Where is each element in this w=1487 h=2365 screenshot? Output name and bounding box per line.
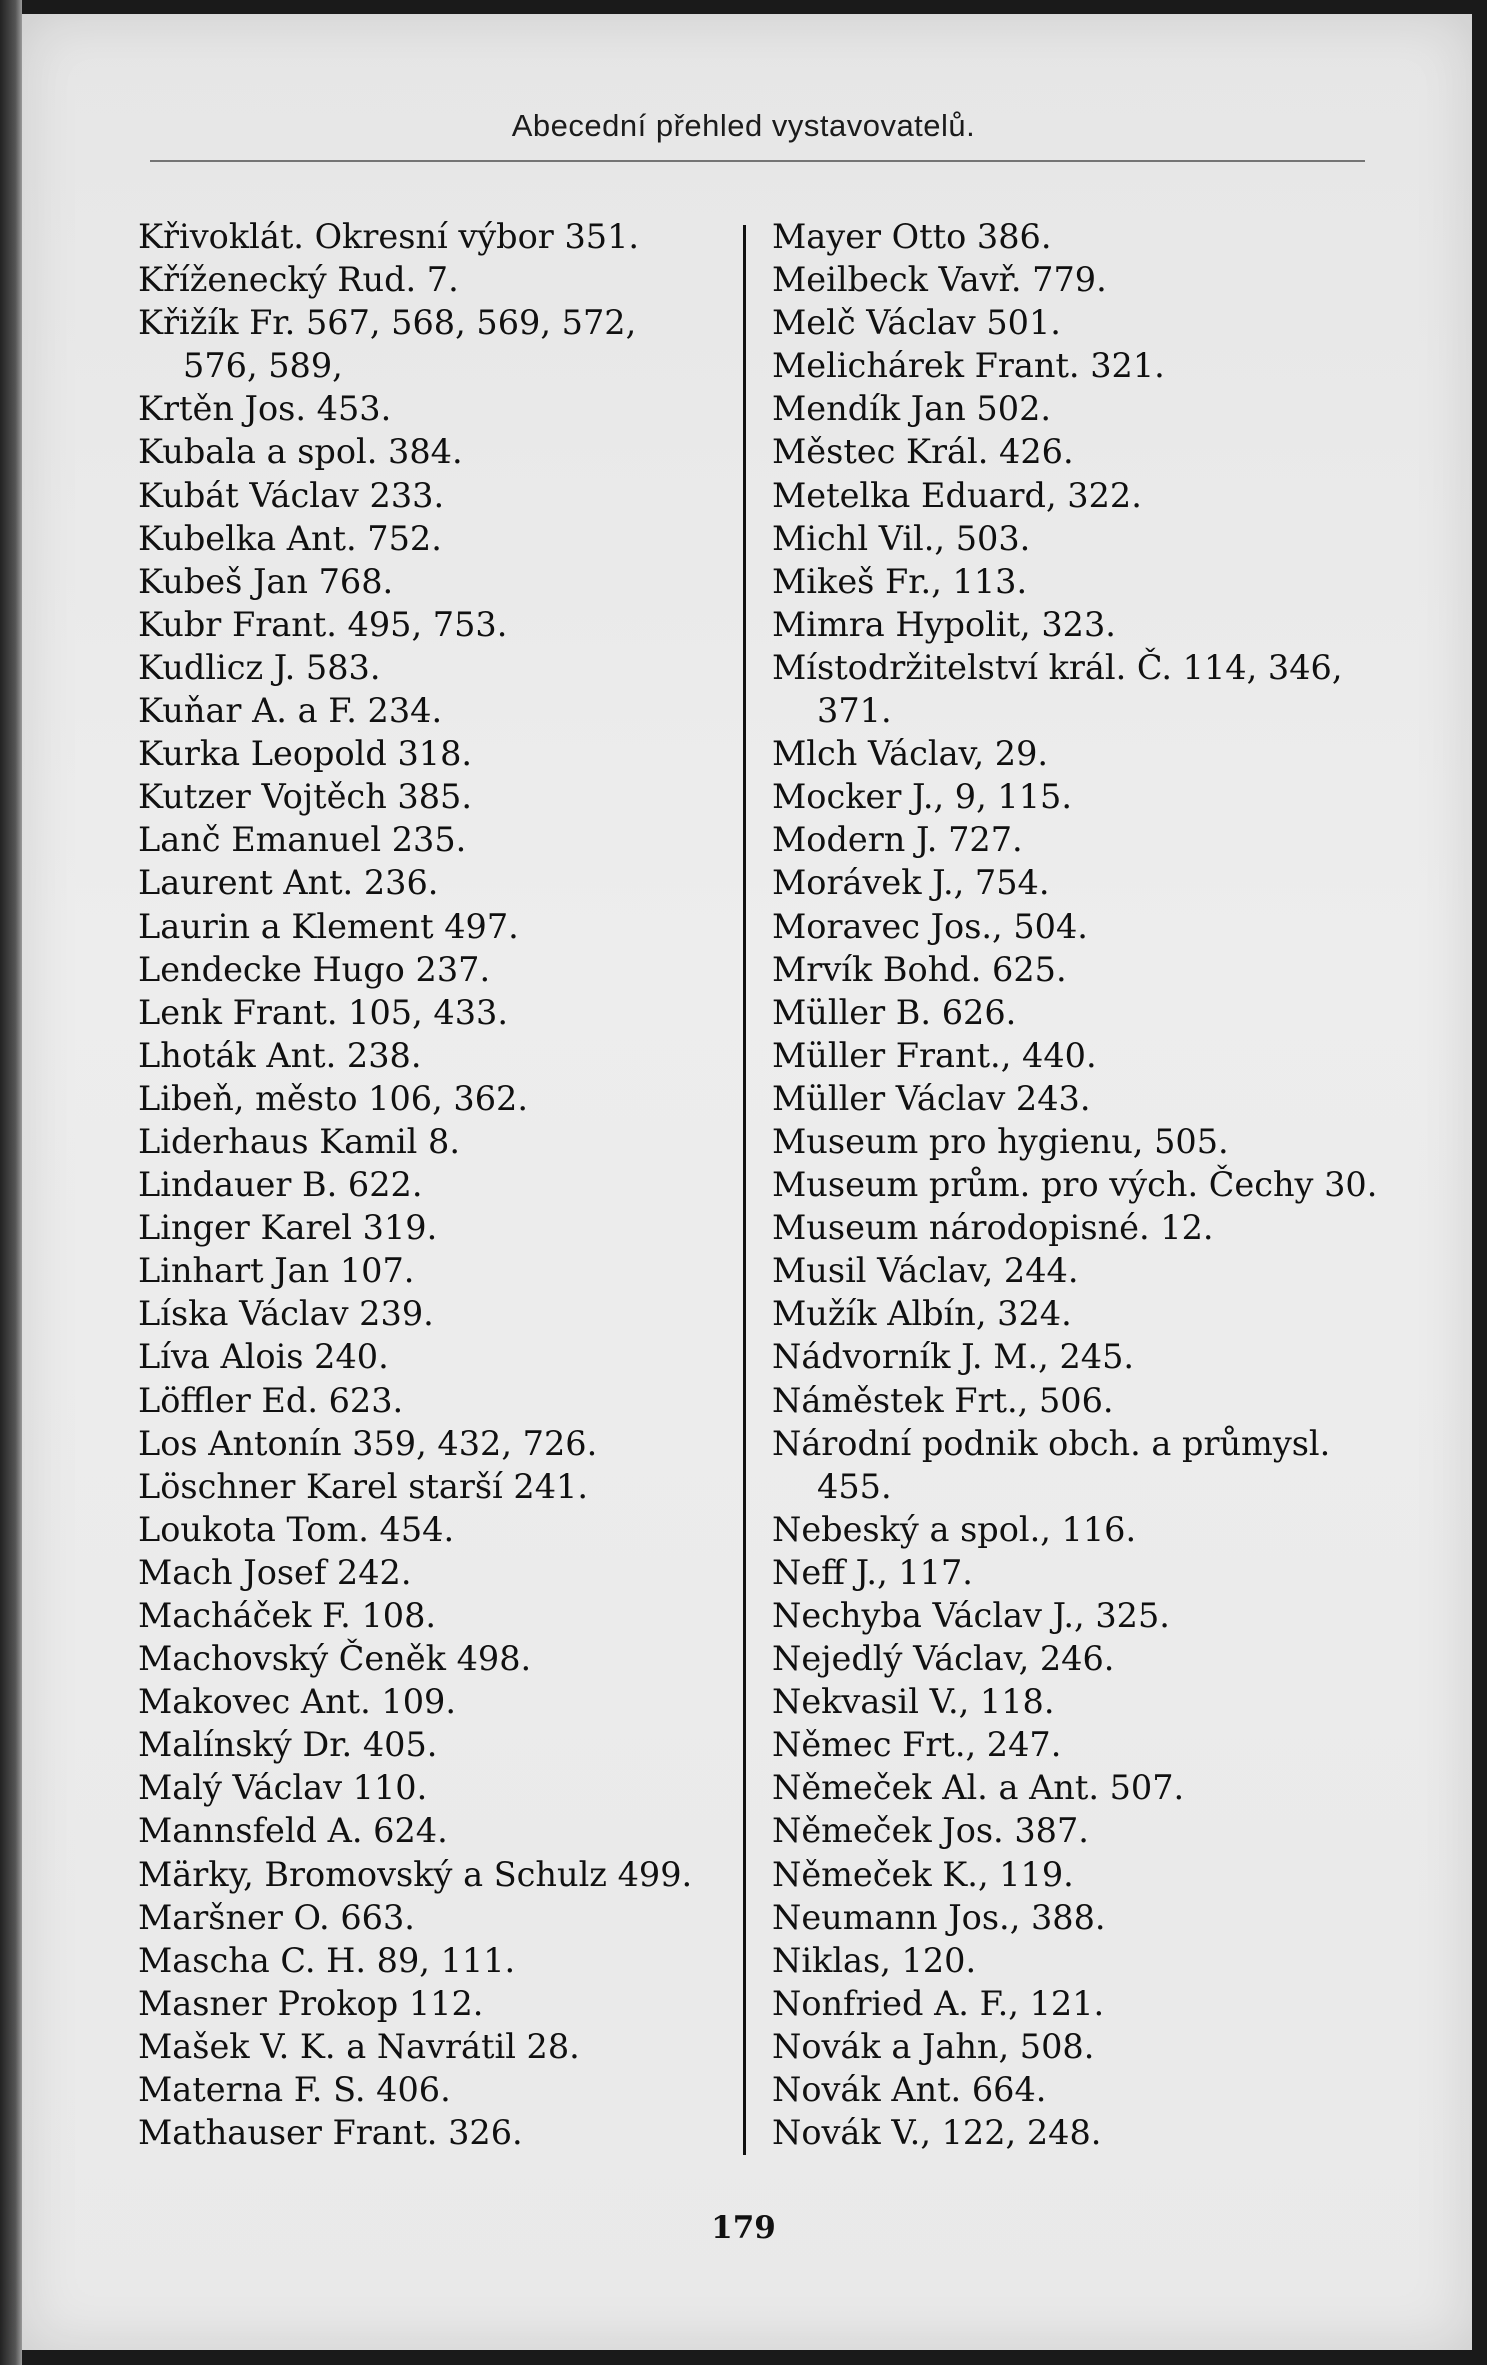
index-entry: Novák V., 122, 248. (772, 2113, 1102, 2153)
index-entry: Los Antonín 359, 432, 726. (138, 1423, 598, 1463)
index-entry: Linhart Jan 107. (138, 1251, 415, 1291)
index-entry: Modern J. 727. (772, 820, 1023, 860)
index-entry: Loukota Tom. 454. (138, 1509, 455, 1549)
index-entry: Märky, Bromovský a Schulz 499. (138, 1854, 693, 1894)
index-entry: Museum prům. pro vých. Čechy 30. (772, 1165, 1378, 1205)
index-entry: Líska Václav 239. (138, 1294, 434, 1334)
index-entry: Melichárek Frant. 321. (772, 346, 1165, 386)
index-entry: Nádvorník J. M., 245. (772, 1337, 1135, 1377)
index-entry: Mrvík Bohd. 625. (772, 949, 1067, 989)
index-entry: Mužík Albín, 324. (772, 1294, 1072, 1334)
index-entry: Laurent Ant. 236. (138, 863, 439, 903)
index-entry: Moravec Jos., 504. (772, 906, 1088, 946)
index-entry: Němeček Al. a Ant. 507. (772, 1768, 1185, 1808)
index-entry: Kubeš Jan 768. (138, 561, 394, 601)
index-entry: Němeček Jos. 387. (772, 1811, 1089, 1851)
scan-binding-shadow (0, 0, 22, 2365)
header-rule (150, 160, 1365, 162)
index-entry: Křižík Fr. 567, 568, 569, 572, (138, 303, 637, 343)
index-entry: Nebeský a spol., 116. (772, 1509, 1137, 1549)
index-entry: Mašek V. K. a Navrátil 28. (138, 2026, 580, 2066)
index-entry: Nejedlý Václav, 246. (772, 1639, 1115, 1679)
index-entry: Nonfried A. F., 121. (772, 1983, 1105, 2023)
index-entry: Linger Karel 319. (138, 1208, 438, 1248)
index-entry: Křivoklát. Okresní výbor 351. (138, 217, 640, 256)
left-column (138, 215, 738, 2154)
index-entry: Němec Frt., 247. (772, 1725, 1062, 1765)
index-entry: Lindauer B. 622. (138, 1165, 423, 1205)
index-entry: Museum národopisné. 12. (772, 1208, 1214, 1248)
index-entry: Kubát Václav 233. (138, 475, 445, 515)
index-entry: Mikeš Fr., 113. (772, 561, 1028, 601)
index-entry-continuation: 455. (817, 1466, 892, 1506)
index-entry: Müller B. 626. (772, 992, 1017, 1032)
index-entry: Kutzer Vojtěch 385. (138, 777, 473, 817)
index-entry: Macháček F. 108. (138, 1596, 437, 1635)
index-entry: Mimra Hypolit, 323. (772, 604, 1116, 644)
index-entry: Nekvasil V., 118. (772, 1682, 1055, 1722)
index-entry: Liderhaus Kamil 8. (138, 1121, 461, 1161)
index-entry: Kříženecký Rud. 7. (138, 260, 459, 300)
index-entry: Niklas, 120. (772, 1940, 977, 1980)
index-entry: Müller Václav 243. (772, 1078, 1091, 1118)
index-entry: Malý Václav 110. (138, 1768, 428, 1808)
index-entry: Mascha C. H. 89, 111. (138, 1940, 516, 1980)
index-entry: Mendík Jan 502. (772, 389, 1052, 429)
index-entry: Müller Frant., 440. (772, 1035, 1097, 1075)
index-entry: Metelka Eduard, 322. (772, 475, 1142, 515)
index-entry: Lhoták Ant. 238. (138, 1035, 422, 1075)
index-entry: Lenk Frant. 105, 433. (138, 992, 508, 1032)
index-entry: Mannsfeld A. 624. (138, 1811, 448, 1851)
index-entry: Makovec Ant. 109. (138, 1682, 457, 1722)
index-entry: Kubala a spol. 384. (138, 432, 463, 472)
index-entry: Němeček K., 119. (772, 1854, 1074, 1894)
index-entry: Masner Prokop 112. (138, 1983, 484, 2023)
index-entry: Náměstek Frt., 506. (772, 1380, 1114, 1420)
index-entry: Kuňar A. a F. 234. (138, 691, 443, 731)
index-entry: Městec Král. 426. (772, 432, 1074, 472)
index-entry: Morávek J., 754. (772, 863, 1050, 903)
index-entry: Löffler Ed. 623. (138, 1380, 404, 1420)
index-entry: Nechyba Václav J., 325. (772, 1596, 1170, 1635)
index-entry: Machovský Čeněk 498. (138, 1639, 532, 1679)
index-entry: Löschner Karel starší 241. (138, 1466, 588, 1506)
index-entry: Kubr Frant. 495, 753. (138, 604, 508, 644)
index-entry: Místodržitelství král. Č. 114, 346, (772, 647, 1343, 687)
index-entry: Mayer Otto 386. (772, 217, 1052, 256)
index-entry: Materna F. S. 406. (138, 2070, 451, 2110)
index-entry: Laurin a Klement 497. (138, 906, 519, 946)
index-entry: Líva Alois 240. (138, 1337, 389, 1377)
column-divider (743, 225, 746, 2155)
running-header: Abecední přehled vystavovatelů. (511, 108, 976, 143)
index-entry: Kurka Leopold 318. (138, 734, 473, 774)
page-number: 179 (711, 2210, 776, 2246)
index-entry-continuation: 576, 589, (183, 346, 343, 386)
index-entry: Lendecke Hugo 237. (138, 949, 491, 989)
index-entry: Meilbeck Vavř. 779. (772, 260, 1107, 300)
index-entry: Národní podnik obch. a průmysl. (772, 1423, 1331, 1463)
index-entry: Mocker J., 9, 115. (772, 777, 1072, 817)
index-entry: Lanč Emanuel 235. (138, 820, 467, 860)
index-entry-continuation: 371. (817, 691, 892, 731)
index-entry: Mathauser Frant. 326. (138, 2113, 523, 2153)
index-entry: Kudlicz J. 583. (138, 647, 381, 687)
index-entry: Malínský Dr. 405. (138, 1725, 438, 1765)
index-entry: Melč Václav 501. (772, 303, 1061, 343)
index-entry: Mach Josef 242. (138, 1552, 412, 1592)
index-entry: Mlch Václav, 29. (772, 734, 1049, 774)
index-entry: Novák Ant. 664. (772, 2070, 1047, 2110)
index-entry: Novák a Jahn, 508. (772, 2026, 1095, 2066)
index-entry: Maršner O. 663. (138, 1897, 415, 1937)
index-entry: Museum pro hygienu, 505. (772, 1121, 1229, 1161)
index-entry: Krtěn Jos. 453. (138, 389, 392, 429)
right-column (772, 215, 1378, 2154)
index-entry: Michl Vil., 503. (772, 518, 1031, 558)
index-entry: Neff J., 117. (772, 1552, 973, 1592)
index-entry: Neumann Jos., 388. (772, 1897, 1106, 1937)
index-entry: Libeň, město 106, 362. (138, 1078, 528, 1118)
index-entry: Kubelka Ant. 752. (138, 518, 442, 558)
index-entry: Musil Václav, 244. (772, 1251, 1079, 1291)
